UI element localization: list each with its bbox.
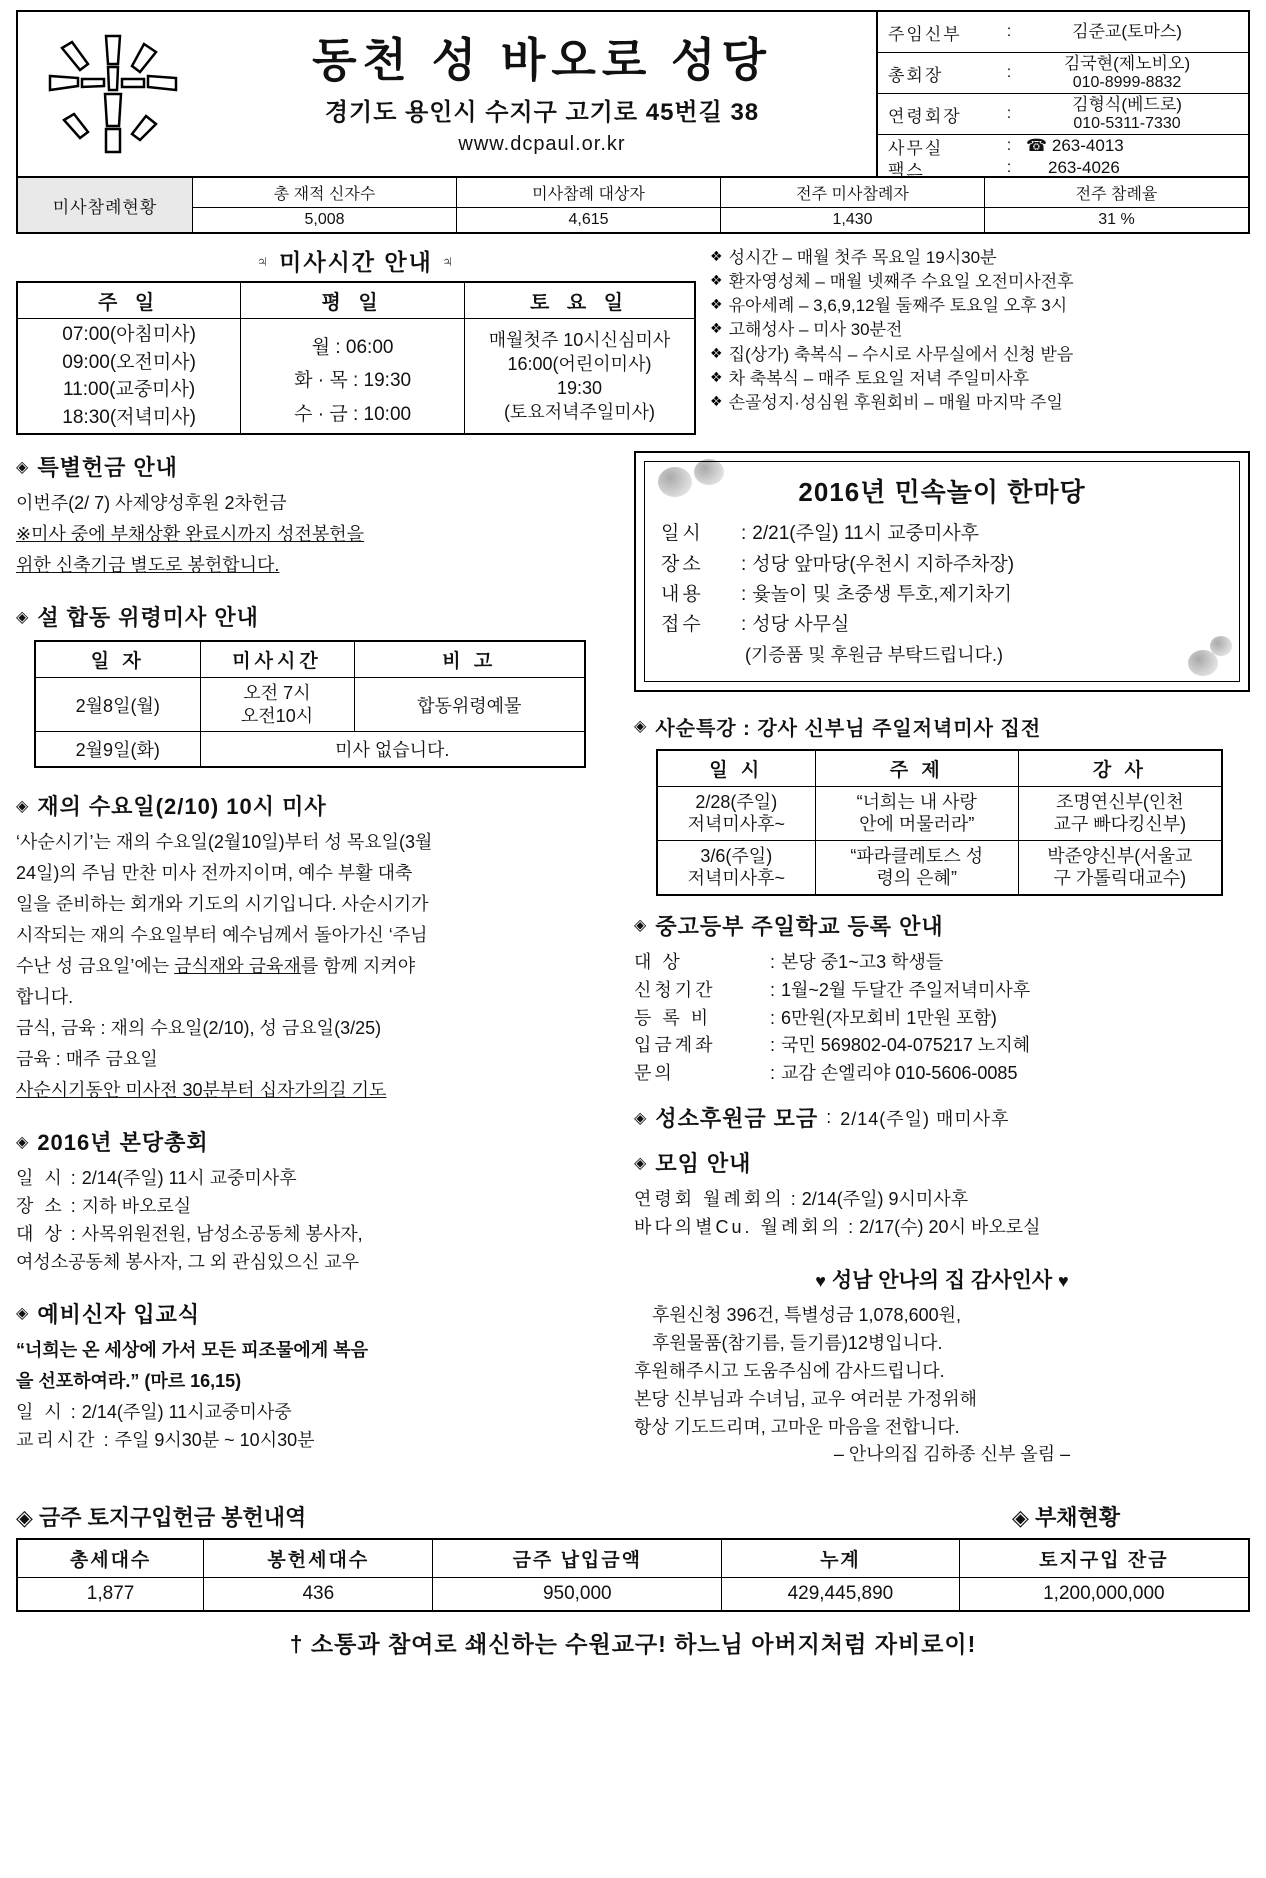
detail-colon: : [103, 1429, 109, 1450]
schedule-time: (토요저녁주일미사) [503, 402, 656, 423]
church-address: 경기도 용인시 수지구 고기로 45번길 38 [324, 99, 760, 127]
section-meetings [634, 1147, 1250, 1242]
heart-icon: ♥ [815, 1270, 826, 1291]
topic-line: 령의 은혜” [876, 868, 958, 889]
detail-row [634, 1186, 1250, 1214]
table-row [657, 786, 1222, 840]
attendance-stats [16, 178, 1250, 234]
table-cell-topic [815, 840, 1018, 895]
section-catechumen [16, 1298, 616, 1455]
table-cell-date: 2월9일(화) [35, 732, 200, 768]
contact-phone: 010-8999-8832 [1072, 73, 1182, 91]
table-row [657, 840, 1222, 895]
table-cell-note: 합동위령예물 [354, 678, 585, 732]
section-sunday-school [634, 910, 1250, 1088]
mass-schedule-table [16, 281, 696, 435]
detail-colon: : [741, 583, 747, 605]
table-row [17, 1578, 1249, 1612]
notice-item [710, 246, 1250, 270]
schedule-time: 18:30(저녁미사) [62, 406, 196, 428]
section-heading [634, 910, 1250, 941]
body-line [16, 953, 616, 980]
detail-value: 교감 손엘리야 010-5606-0085 [781, 1063, 1018, 1084]
stats-col-rate [985, 178, 1248, 232]
body-line: 합니다. [16, 987, 74, 1008]
section-title: 설 합동 위령미사 안내 [37, 605, 259, 631]
notice-text: 차 축복식 – 매주 토요일 저녁 주일미사후 [728, 368, 1030, 388]
section-special-offering [16, 451, 616, 579]
folk-festival-box [634, 451, 1250, 692]
folk-festival-note: (기증품 및 후원금 부탁드립니다.) [745, 644, 1004, 665]
table-header: 총세대수 [17, 1539, 204, 1578]
contact-row [878, 12, 1248, 53]
detail-value-continued: 여성소공동체 봉사자, 그 외 관심있으신 교우 [16, 1251, 359, 1272]
land-fund-heading [16, 1501, 306, 1532]
contact-colon: : [1006, 137, 1012, 154]
notice-text: 환자영성체 – 매월 넷째주 수요일 오전미사전후 [728, 272, 1074, 292]
notice-text: 손골성지·성심원 후원회비 – 매월 마지막 주일 [728, 392, 1063, 412]
schedule-weekday-times [241, 319, 465, 435]
thanks-line: 후원해주시고 도움주심에 감사드립니다. [634, 1360, 945, 1381]
stats-header: 미사참례 대상자 [457, 178, 720, 208]
table-row [35, 678, 585, 732]
offering-line: ※미사 중에 부채상환 완료시까지 성전봉헌을 [16, 524, 365, 545]
debt-status-heading [1012, 1501, 1250, 1532]
section-title: 중고등부 주일학교 등록 안내 [655, 913, 944, 939]
diamond-icon: ◈ [16, 458, 30, 476]
schedule-section [16, 244, 1250, 435]
church-website[interactable]: www.dcpaul.or.kr [458, 133, 626, 156]
detail-value: 국민 569802-04-075217 노지혜 [781, 1035, 1031, 1056]
schedule-time: 11:00(교중미사) [63, 379, 196, 401]
diamond-icon: ◈ [1011, 1505, 1029, 1531]
contact-phone: 010-5311-7330 [1073, 114, 1181, 132]
section-heading [634, 712, 1250, 741]
schedule-time: 07:00(아침미사) [62, 324, 196, 345]
stats-value: 5,008 [304, 211, 345, 228]
land-fund-title: 금주 토지구입헌금 봉헌내역 [39, 1505, 307, 1531]
cross-logo-icon [48, 34, 178, 154]
mass-schedule [16, 244, 696, 435]
section-title: 모임 안내 [655, 1151, 752, 1177]
section-general-meeting [16, 1126, 616, 1276]
detail-colon: : [70, 1196, 76, 1217]
detail-key: 문의 [634, 1063, 675, 1084]
table-header: 누계 [722, 1539, 960, 1578]
detail-key: 일시 [661, 523, 704, 545]
detail-key: 바다의별Cu. 월례회의 [634, 1217, 843, 1238]
section-heading [634, 1147, 1250, 1178]
detail-colon: : [770, 979, 776, 1000]
lecturer-line: 조명연신부(인천 [1055, 791, 1184, 812]
body-line: 금식, 금육 : 재의 수요일(2/10), 성 금요일(3/25) [16, 1018, 382, 1039]
stats-value: 1,430 [832, 211, 873, 228]
section-lent-lecture [634, 712, 1250, 896]
topic-line: 안에 머물러라” [859, 814, 975, 835]
schedule-saturday-times [464, 319, 695, 435]
section-heading [16, 1126, 616, 1157]
detail-row [634, 1032, 1250, 1060]
detail-value: 윷놀이 및 초중생 투호,제기차기 [752, 583, 1012, 605]
diamond-bullet-icon: ❖ [710, 392, 723, 409]
stats-title: 미사참례현황 [18, 178, 193, 232]
contact-value: 263-4026 [1048, 158, 1120, 178]
body-line: 24일)의 주님 만찬 미사 전까지이며, 예수 부활 대축 [16, 863, 413, 884]
date-line: 3/6(주일) [700, 845, 773, 866]
cross-deco-icon: ♃ [256, 252, 271, 271]
table-row [35, 732, 585, 768]
detail-row [661, 550, 1223, 580]
detail-value: 주일 9시30분 ~ 10시30분 [114, 1429, 315, 1450]
detail-key: 입금계좌 [634, 1035, 716, 1056]
detail-row [661, 580, 1223, 610]
lecturer-line: 박준양신부(서울교 [1047, 845, 1193, 866]
date-line: 2/28(주일) [695, 791, 778, 812]
schedule-time: 16:00(어린이미사) [507, 353, 652, 374]
detail-key: 일 시 [16, 1168, 65, 1189]
detail-key: 신청기간 [634, 979, 716, 1000]
date-line: 저녁미사후~ [687, 868, 786, 889]
left-column [16, 451, 616, 1491]
detail-value: 성당 앞마당(우천시 지하주차장) [752, 553, 1015, 575]
detail-value: 2/21(주일) 11시 교중미사후 [752, 523, 980, 545]
stats-header: 전주 미사참례자 [721, 178, 984, 208]
schedule-header-sunday: 주 일 [17, 282, 241, 319]
body-line: ‘사순시기’는 재의 수요일(2월10일)부터 성 목요일(3월 [16, 832, 433, 853]
contact-block [876, 12, 1248, 180]
section-thanks [634, 1264, 1250, 1469]
diamond-bullet-icon: ❖ [710, 248, 723, 264]
contact-label: 사무실 [888, 138, 944, 158]
detail-key: 등 록 비 [634, 1007, 712, 1028]
detail-row [634, 949, 1250, 977]
table-header: 일 시 [657, 750, 815, 787]
detail-value: 본당 중1~고3 학생들 [781, 951, 944, 972]
contact-value: ☎ 263-4013 [1026, 136, 1124, 156]
table-header: 금주 납입금액 [433, 1539, 722, 1578]
detail-colon: : [70, 1223, 76, 1244]
thanks-line: 후원신청 396건, 특별성금 1,078,600원, [652, 1304, 961, 1325]
church-name: 동천 성 바오로 성당 [312, 33, 772, 86]
diamond-bullet-icon: ❖ [710, 272, 723, 289]
table-cell-lecturer [1018, 786, 1221, 840]
notice-text: 집(상가) 축복식 – 수시로 사무실에서 신청 받음 [728, 344, 1074, 364]
schedule-header-weekday: 평 일 [241, 282, 465, 319]
offering-line: 위한 신축기금 별도로 봉헌합니다. [16, 555, 280, 576]
table-cell: 950,000 [433, 1578, 722, 1612]
notice-text: 유아세례 – 3,6,9,12월 둘째주 토요일 오후 3시 [728, 296, 1068, 316]
diamond-icon: ◈ [16, 797, 30, 815]
stats-col-attendees [721, 178, 985, 232]
topic-line: “너희는 내 사랑 [856, 791, 977, 812]
notice-item [710, 391, 1250, 415]
diamond-icon: ◈ [16, 608, 30, 626]
detail-row [661, 519, 1223, 549]
notice-item [710, 294, 1250, 318]
detail-value: 2/14(주일) 11시 교중미사후 [81, 1168, 297, 1189]
detail-colon: : [70, 1401, 76, 1422]
schedule-time: 화 · 목 : 19:30 [294, 370, 412, 392]
contact-row [878, 157, 1248, 179]
table-cell: 1,877 [17, 1578, 204, 1612]
table-cell-note: 미사 없습니다. [200, 732, 585, 768]
diamond-icon: ◈ [634, 718, 648, 736]
notice-item [710, 318, 1250, 342]
notice-item [710, 270, 1250, 294]
contact-label: 연령회장 [888, 106, 962, 126]
detail-colon: : [70, 1168, 76, 1189]
detail-colon: : [770, 1007, 776, 1028]
contact-colon: : [1006, 23, 1012, 40]
stats-header: 총 재적 신자수 [193, 178, 456, 208]
right-column [634, 451, 1250, 1491]
detail-row [16, 1427, 616, 1455]
thanks-line: 후원물품(참기름, 들기름)12병입니다. [652, 1332, 943, 1353]
diamond-icon: ◈ [16, 1505, 33, 1531]
table-header: 미사시간 [200, 641, 354, 678]
footer-slogan: † 소통과 참여로 쇄신하는 수원교구! 하느님 아버지처럼 자비로이! [289, 1631, 977, 1658]
cross-deco-icon: ♃ [441, 252, 456, 271]
detail-value: 2/14(주일) 9시미사후 [801, 1189, 969, 1210]
body-line: 일을 준비하는 회개와 기도의 시기입니다. 사순시기가 [16, 894, 429, 915]
detail-colon: : [741, 553, 747, 575]
table-header: 봉헌세대수 [204, 1539, 433, 1578]
contact-value [1012, 95, 1248, 133]
stats-value: 31 % [1098, 211, 1135, 228]
notice-item [710, 343, 1250, 367]
vocation-fund-separator: : [826, 1107, 833, 1128]
stats-header: 전주 참례율 [985, 178, 1248, 208]
body-text: 수난 성 금요일’에는 [16, 956, 175, 977]
body-line: 금육 : 매주 금요일 [16, 1049, 158, 1070]
detail-colon: : [770, 1063, 776, 1084]
mass-schedule-title [16, 244, 696, 277]
detail-value: 성당 사무실 [752, 614, 850, 636]
table-header: 강 사 [1018, 750, 1221, 787]
memorial-mass-table [34, 640, 586, 768]
lecturer-line: 구 가톨릭대교수) [1053, 868, 1187, 889]
detail-key: 장 소 [16, 1196, 65, 1217]
contact-row [878, 94, 1248, 135]
section-heading [16, 790, 616, 821]
detail-value: 6만원(자모회비 1만원 포함) [781, 1007, 997, 1028]
detail-row [634, 977, 1250, 1005]
detail-value: 2/17(수) 20시 바오로실 [859, 1217, 1041, 1238]
contact-value: 김준교(토마스) [1072, 22, 1182, 42]
thanks-heading [634, 1264, 1250, 1294]
table-header: 일 자 [35, 641, 200, 678]
schedule-time: 09:00(오전미사) [62, 351, 196, 373]
topic-line: “파라클레토스 성 [850, 845, 984, 866]
contact-label: 팩스 [888, 160, 925, 180]
detail-row [634, 1005, 1250, 1033]
detail-key: 연령회 월례회의 [634, 1189, 785, 1210]
table-header: 주 제 [815, 750, 1018, 787]
detail-row [634, 1214, 1250, 1242]
section-heading [16, 451, 616, 482]
lecturer-line: 교구 빠다킹신부) [1053, 814, 1187, 835]
body-text: 를 함께 지켜야 [300, 956, 416, 977]
detail-value: 사목위원전원, 남성소공동체 봉사자, [81, 1223, 363, 1244]
table-cell: 429,445,890 [722, 1578, 960, 1612]
table-header: 비 고 [354, 641, 585, 678]
contact-colon: : [1006, 105, 1012, 122]
detail-colon: : [848, 1217, 854, 1238]
section-title: 성소후원금 모금 [655, 1106, 819, 1132]
scripture-quote: “너희는 온 세상에 가서 모든 피조물에게 복음 [16, 1339, 368, 1360]
section-title: 사순특강 : 강사 신부님 주일저녁미사 집전 [655, 717, 1042, 740]
time-line: 오전10시 [240, 705, 314, 726]
vocation-fund-value: 2/14(주일) 매미사후 [840, 1108, 1010, 1129]
time-line: 오전 7시 [243, 683, 311, 704]
contact-colon: : [1006, 64, 1012, 81]
section-title: 예비신자 입교식 [37, 1301, 201, 1327]
section-heading [16, 1298, 616, 1329]
folk-festival-inner [644, 461, 1240, 682]
detail-colon: : [741, 523, 747, 545]
section-title: 재의 수요일(2/10) 10시 미사 [37, 794, 327, 820]
date-line: 저녁미사후~ [687, 814, 786, 835]
land-fund-table [16, 1538, 1250, 1612]
schedule-time: 수 · 금 : 10:00 [294, 403, 412, 425]
contact-row [878, 135, 1248, 157]
section-title: 2016년 본당총회 [37, 1130, 209, 1156]
detail-value: 1월~2월 두달간 주일저녁미사후 [781, 979, 1031, 1000]
heart-icon: ♥ [1058, 1270, 1069, 1291]
logo-cell [18, 12, 208, 176]
stats-col-total-members [193, 178, 457, 232]
diamond-icon: ◈ [16, 1133, 30, 1151]
bottom-headings [16, 1501, 1250, 1532]
offering-line: 이번주(2/ 7) 사제양성후원 2차헌금 [16, 493, 287, 514]
detail-key: 일 시 [16, 1401, 65, 1422]
detail-row [16, 1193, 616, 1221]
main-columns [16, 451, 1250, 1491]
diamond-icon: ◈ [16, 1305, 30, 1323]
thanks-line: 본당 신부님과 수녀님, 교우 여러분 가정위해 [634, 1388, 977, 1409]
detail-value: 2/14(주일) 11시교중미사중 [81, 1401, 292, 1422]
table-cell: 1,200,000,000 [959, 1578, 1249, 1612]
detail-row [16, 1399, 616, 1427]
diamond-icon: ◈ [634, 1109, 648, 1127]
diamond-icon: ◈ [634, 1154, 648, 1172]
thanks-line: 항상 기도드리며, 고마운 마음을 전합니다. [634, 1416, 960, 1437]
thanks-title: 성남 안나의 집 감사인사 [831, 1268, 1053, 1292]
diamond-icon: ◈ [634, 917, 648, 935]
detail-row [16, 1165, 616, 1193]
diamond-bullet-icon: ❖ [710, 368, 723, 385]
folk-festival-title: 2016년 민속놀이 한마당 [798, 477, 1086, 508]
table-cell-date [657, 840, 815, 895]
title-cell [208, 12, 876, 176]
section-ash-wednesday [16, 790, 616, 1104]
debt-status-title: 부채현황 [1034, 1505, 1120, 1531]
detail-key: 내용 [661, 583, 704, 605]
section-title: 특별헌금 안내 [37, 455, 178, 481]
table-cell-date [657, 786, 815, 840]
detail-row [16, 1221, 616, 1249]
body-line: 시작되는 재의 수요일부터 예수님께서 돌아가신 ‘주님 [16, 925, 428, 946]
notice-text: 고해성사 – 미사 30분전 [728, 320, 903, 340]
section-vocation-fund [634, 1102, 1250, 1133]
body-line: 사순시기동안 미사전 30분부터 십자가의길 기도 [16, 1080, 387, 1101]
table-cell-time [200, 678, 354, 732]
table-cell-date: 2월8일(월) [35, 678, 200, 732]
schedule-notices [706, 244, 1250, 435]
scripture-quote: 을 선포하여라.” (마르 16,15) [16, 1370, 242, 1391]
detail-row [634, 1060, 1250, 1088]
table-header: 토지구입 잔금 [959, 1539, 1249, 1578]
contact-label: 총회장 [888, 65, 944, 85]
notice-item [710, 367, 1250, 391]
contact-label: 주임신부 [888, 24, 962, 44]
detail-key: 대 상 [634, 951, 683, 972]
table-cell: 436 [204, 1578, 433, 1612]
table-cell-topic [815, 786, 1018, 840]
schedule-header-saturday: 토 요 일 [464, 282, 695, 319]
detail-key: 접수 [661, 614, 704, 636]
schedule-sunday-times [17, 319, 241, 435]
detail-colon: : [790, 1189, 796, 1210]
diamond-bullet-icon: ❖ [710, 296, 723, 313]
detail-key: 대 상 [16, 1223, 65, 1244]
detail-colon: : [770, 951, 776, 972]
contact-colon: : [1006, 159, 1012, 176]
lent-lecture-table [656, 749, 1223, 896]
section-memorial-mass [16, 601, 616, 768]
contact-name: 김형식(베드로) [1072, 95, 1182, 115]
schedule-time: 매월첫주 10시신심미사 [488, 329, 671, 350]
contact-row [878, 53, 1248, 94]
detail-key: 교리시간 [16, 1429, 98, 1450]
mass-schedule-title-text: 미사시간 안내 [279, 249, 433, 275]
detail-value: 지하 바오로실 [81, 1196, 192, 1217]
masthead [16, 10, 1250, 178]
contact-name: 김국현(제노비오) [1063, 54, 1191, 74]
contact-value [1012, 54, 1248, 92]
diamond-bullet-icon: ❖ [710, 320, 723, 337]
schedule-time: 월 : 06:00 [311, 336, 394, 358]
section-heading [634, 1102, 1250, 1133]
stats-col-eligible [457, 178, 721, 232]
thanks-signature: – 안나의집 김하종 신부 올림 – [833, 1444, 1071, 1465]
diamond-bullet-icon: ❖ [710, 344, 723, 361]
schedule-time: 19:30 [556, 378, 602, 399]
section-heading [16, 601, 616, 632]
detail-key: 장소 [661, 553, 704, 575]
notice-text: 성시간 – 매월 첫주 목요일 19시30분 [728, 248, 997, 267]
detail-colon: : [741, 614, 747, 636]
detail-row [661, 610, 1223, 640]
body-text-underlined: 금식재와 금육재 [174, 956, 301, 977]
detail-colon: : [770, 1035, 776, 1056]
table-cell-lecturer [1018, 840, 1221, 895]
stats-value: 4,615 [568, 211, 609, 228]
